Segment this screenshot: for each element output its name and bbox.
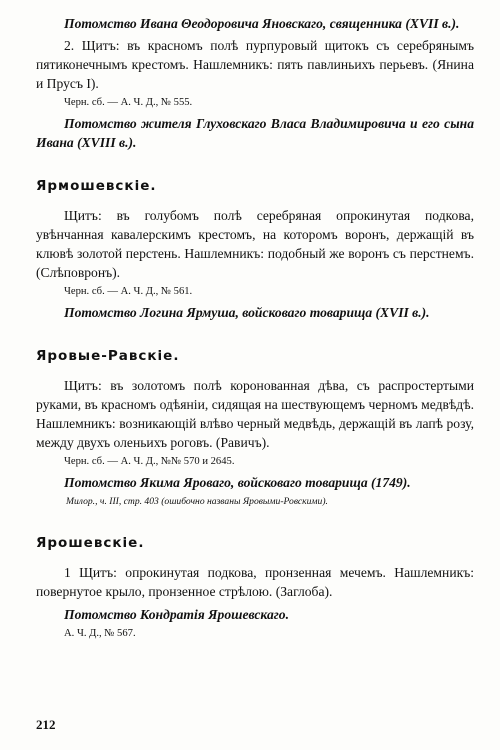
family-heading-yaroshevskie: Ярошевскiе. <box>36 535 145 551</box>
source-reference: Черн. сб. — А. Ч. Д., № 555. <box>64 97 193 108</box>
shield-description-yaroshevskie: 1 Щитъ: опрокинутая подкова, пронзенная мечемъ. Нашлемникъ: повернутое крыло, пронзенное стрѣлою. (Заглоба). <box>36 565 474 599</box>
lineage-glukhov: Потомство жителя Глуховскаго Власа Владимировича и его сына Ивана (XVIII в.). <box>36 116 474 150</box>
family-heading-yarovye-ravskie: Яровые-Равскiе. <box>36 348 180 364</box>
shield-description-yanovsky-2: 2. Щитъ: въ красномъ полѣ пурпуровый щитокъ съ серебрянымъ пятиконечнымъ крестомъ. Нашлемникъ: пять павлиньихъ перьевъ. (Янина и Прусъ I). <box>36 38 474 91</box>
lineage-yanovsky: Потомство Ивана Θеодоровича Яновскаго, священника (XVII в.). <box>64 16 460 31</box>
source-reference-yaroshevskie: А. Ч. Д., № 567. <box>64 628 136 639</box>
page-number: 212 <box>36 717 56 732</box>
footnote-milorad: Милор., ч. III, стр. 403 (ошибочно названы Яровыми-Ровскими). <box>66 496 328 507</box>
shield-description-yarmoshevskie: Щитъ: въ голубомъ полѣ серебряная опрокинутая подкова, увѣнчанная кавалерскимъ крестомъ, на которомъ воронъ, держащiй въ клювѣ золотой перстень. Нашлемникъ: подобный же воронъ съ перстнемъ. (Слѣповронъ). <box>36 208 474 280</box>
source-reference-yarmoshevskie: Черн. сб. — А. Ч. Д., № 561. <box>64 286 193 297</box>
source-reference-yarovye-ravskie: Черн. сб. — А. Ч. Д., №№ 570 и 2645. <box>64 456 235 467</box>
shield-description-yarovye-ravskie: Щитъ: въ золотомъ полѣ коронованная дѣва, съ распростертыми руками, въ красномъ одѣянiи, сидящая на шествующемъ черномъ медвѣдѣ. Нашлемникъ: возникающiй влѣво черный медвѣдь, держащiй въ лапѣ розу, между двухъ оленьихъ роговъ. (Равичъ). <box>36 378 474 450</box>
lineage-yaroshevskie: Потомство Кондратiя Ярошевскаго. <box>64 607 289 622</box>
lineage-yarovye-ravskie: Потомство Якима Яроваго, войсковаго товарища (1749). <box>64 475 411 490</box>
lineage-yarmoshevskie: Потомство Логина Ярмуша, войсковаго товарища (XVII в.). <box>64 305 430 320</box>
family-heading-yarmoshevskie: Ярмошевскiе. <box>36 178 157 194</box>
